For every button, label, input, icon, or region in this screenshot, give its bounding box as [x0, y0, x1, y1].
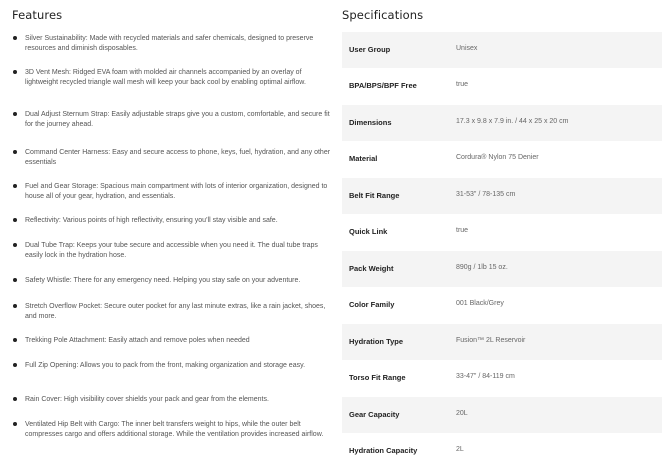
- spec-label: Color Family: [349, 300, 395, 309]
- spec-label: Belt Fit Range: [349, 191, 400, 200]
- spec-value: 20L: [456, 410, 468, 417]
- spec-row-dimensions: [342, 105, 662, 141]
- bullet-icon: [13, 278, 17, 282]
- feature-item: Fuel and Gear Storage: Spacious main compartment with lots of interior organization, designed to house all of your gear, hydration, and essentials.: [12, 182, 334, 202]
- feature-item: Silver Sustainability: Made with recycled materials and safer chemicals, designed to preserve resources and diminish disposables.: [12, 34, 334, 54]
- spec-value: 001 Black/Grey: [456, 300, 504, 307]
- bullet-icon: [13, 397, 17, 401]
- spec-row-hydration-capacity: [342, 433, 662, 469]
- bullet-icon: [13, 112, 17, 116]
- spec-row-pack-weight: [342, 251, 662, 287]
- feature-item: Stretch Overflow Pocket: Secure outer pocket for any last minute extras, like a rain jacket, shoes, and more.: [12, 302, 334, 322]
- spec-value: Cordura® Nylon 75 Denier: [456, 154, 539, 161]
- bullet-icon: [13, 70, 17, 74]
- feature-item: 3D Vent Mesh: Ridged EVA foam with molded air channels accompanied by an overlay of lightweight recycled triangle wall mesh will keep your back cool by enabling optimal airflow.: [12, 68, 334, 88]
- bullet-icon: [13, 184, 17, 188]
- specifications-heading: Specifications: [342, 8, 424, 22]
- bullet-icon: [13, 36, 17, 40]
- feature-item: Safety Whistle: There for any emergency need. Helping you stay safe on your adventure.: [12, 276, 334, 286]
- spec-label: Material: [349, 154, 378, 163]
- spec-label: Torso Fit Range: [349, 373, 406, 382]
- spec-label: Quick Link: [349, 227, 388, 236]
- spec-label: Gear Capacity: [349, 410, 400, 419]
- spec-value: true: [456, 227, 469, 234]
- feature-item: Trekking Pole Attachment: Easily attach and remove poles when needed: [12, 336, 334, 346]
- spec-row-torso-fit-range: [342, 360, 662, 396]
- spec-value: 2L: [456, 446, 464, 453]
- bullet-icon: [13, 422, 17, 426]
- spec-row-belt-fit-range: [342, 178, 662, 214]
- bullet-icon: [13, 218, 17, 222]
- feature-item: Reflectivity: Various points of high reflectivity, ensuring you’ll stay visible and safe.: [12, 216, 334, 226]
- spec-row-hydration-type: [342, 324, 662, 360]
- feature-item: Dual Tube Trap: Keeps your tube secure and accessible when you need it. The dual tube traps easily lock in the hydration hose.: [12, 241, 334, 261]
- spec-row-color-family: [342, 287, 662, 323]
- features-heading: Features: [12, 8, 63, 22]
- bullet-icon: [13, 304, 17, 308]
- spec-label: Hydration Capacity: [349, 446, 418, 455]
- feature-item: Dual Adjust Sternum Strap: Easily adjustable straps give you a custom, comfortable, and secure fit for the journey ahead.: [12, 110, 334, 130]
- spec-label: Hydration Type: [349, 337, 404, 346]
- bullet-icon: [13, 150, 17, 154]
- feature-item: Ventilated Hip Belt with Cargo: The inner belt transfers weight to hips, while the outer belt compresses cargo and offers additional storage. While the ventilation provides increased airflow.: [12, 420, 334, 440]
- spec-value: Fusion™ 2L Reservoir: [456, 337, 526, 344]
- feature-item: Full Zip Opening: Allows you to pack from the front, making organization and storage easy.: [12, 361, 334, 371]
- spec-label: User Group: [349, 45, 391, 54]
- spec-value: Unisex: [456, 45, 478, 52]
- feature-item: Rain Cover: High visibility cover shields your pack and gear from the elements.: [12, 395, 334, 405]
- feature-item: Command Center Harness: Easy and secure access to phone, keys, fuel, hydration, and any other essentials: [12, 148, 334, 168]
- spec-value: 17.3 x 9.8 x 7.9 in. / 44 x 25 x 20 cm: [456, 118, 569, 125]
- spec-row-user-group: [342, 32, 662, 68]
- spec-row-quick-link: [342, 214, 662, 250]
- spec-value: 31-53" / 78-135 cm: [456, 191, 516, 198]
- spec-value: 890g / 1lb 15 oz.: [456, 264, 508, 271]
- spec-row-gear-capacity: [342, 397, 662, 433]
- bullet-icon: [13, 243, 17, 247]
- bullet-icon: [13, 338, 17, 342]
- spec-label: BPA/BPS/BPF Free: [349, 81, 417, 90]
- spec-label: Dimensions: [349, 118, 392, 127]
- bullet-icon: [13, 363, 17, 367]
- spec-value: true: [456, 81, 469, 88]
- spec-row-material: [342, 141, 662, 177]
- spec-value: 33-47" / 84-119 cm: [456, 373, 515, 380]
- spec-label: Pack Weight: [349, 264, 394, 273]
- spec-row-bpa-free: [342, 68, 662, 104]
